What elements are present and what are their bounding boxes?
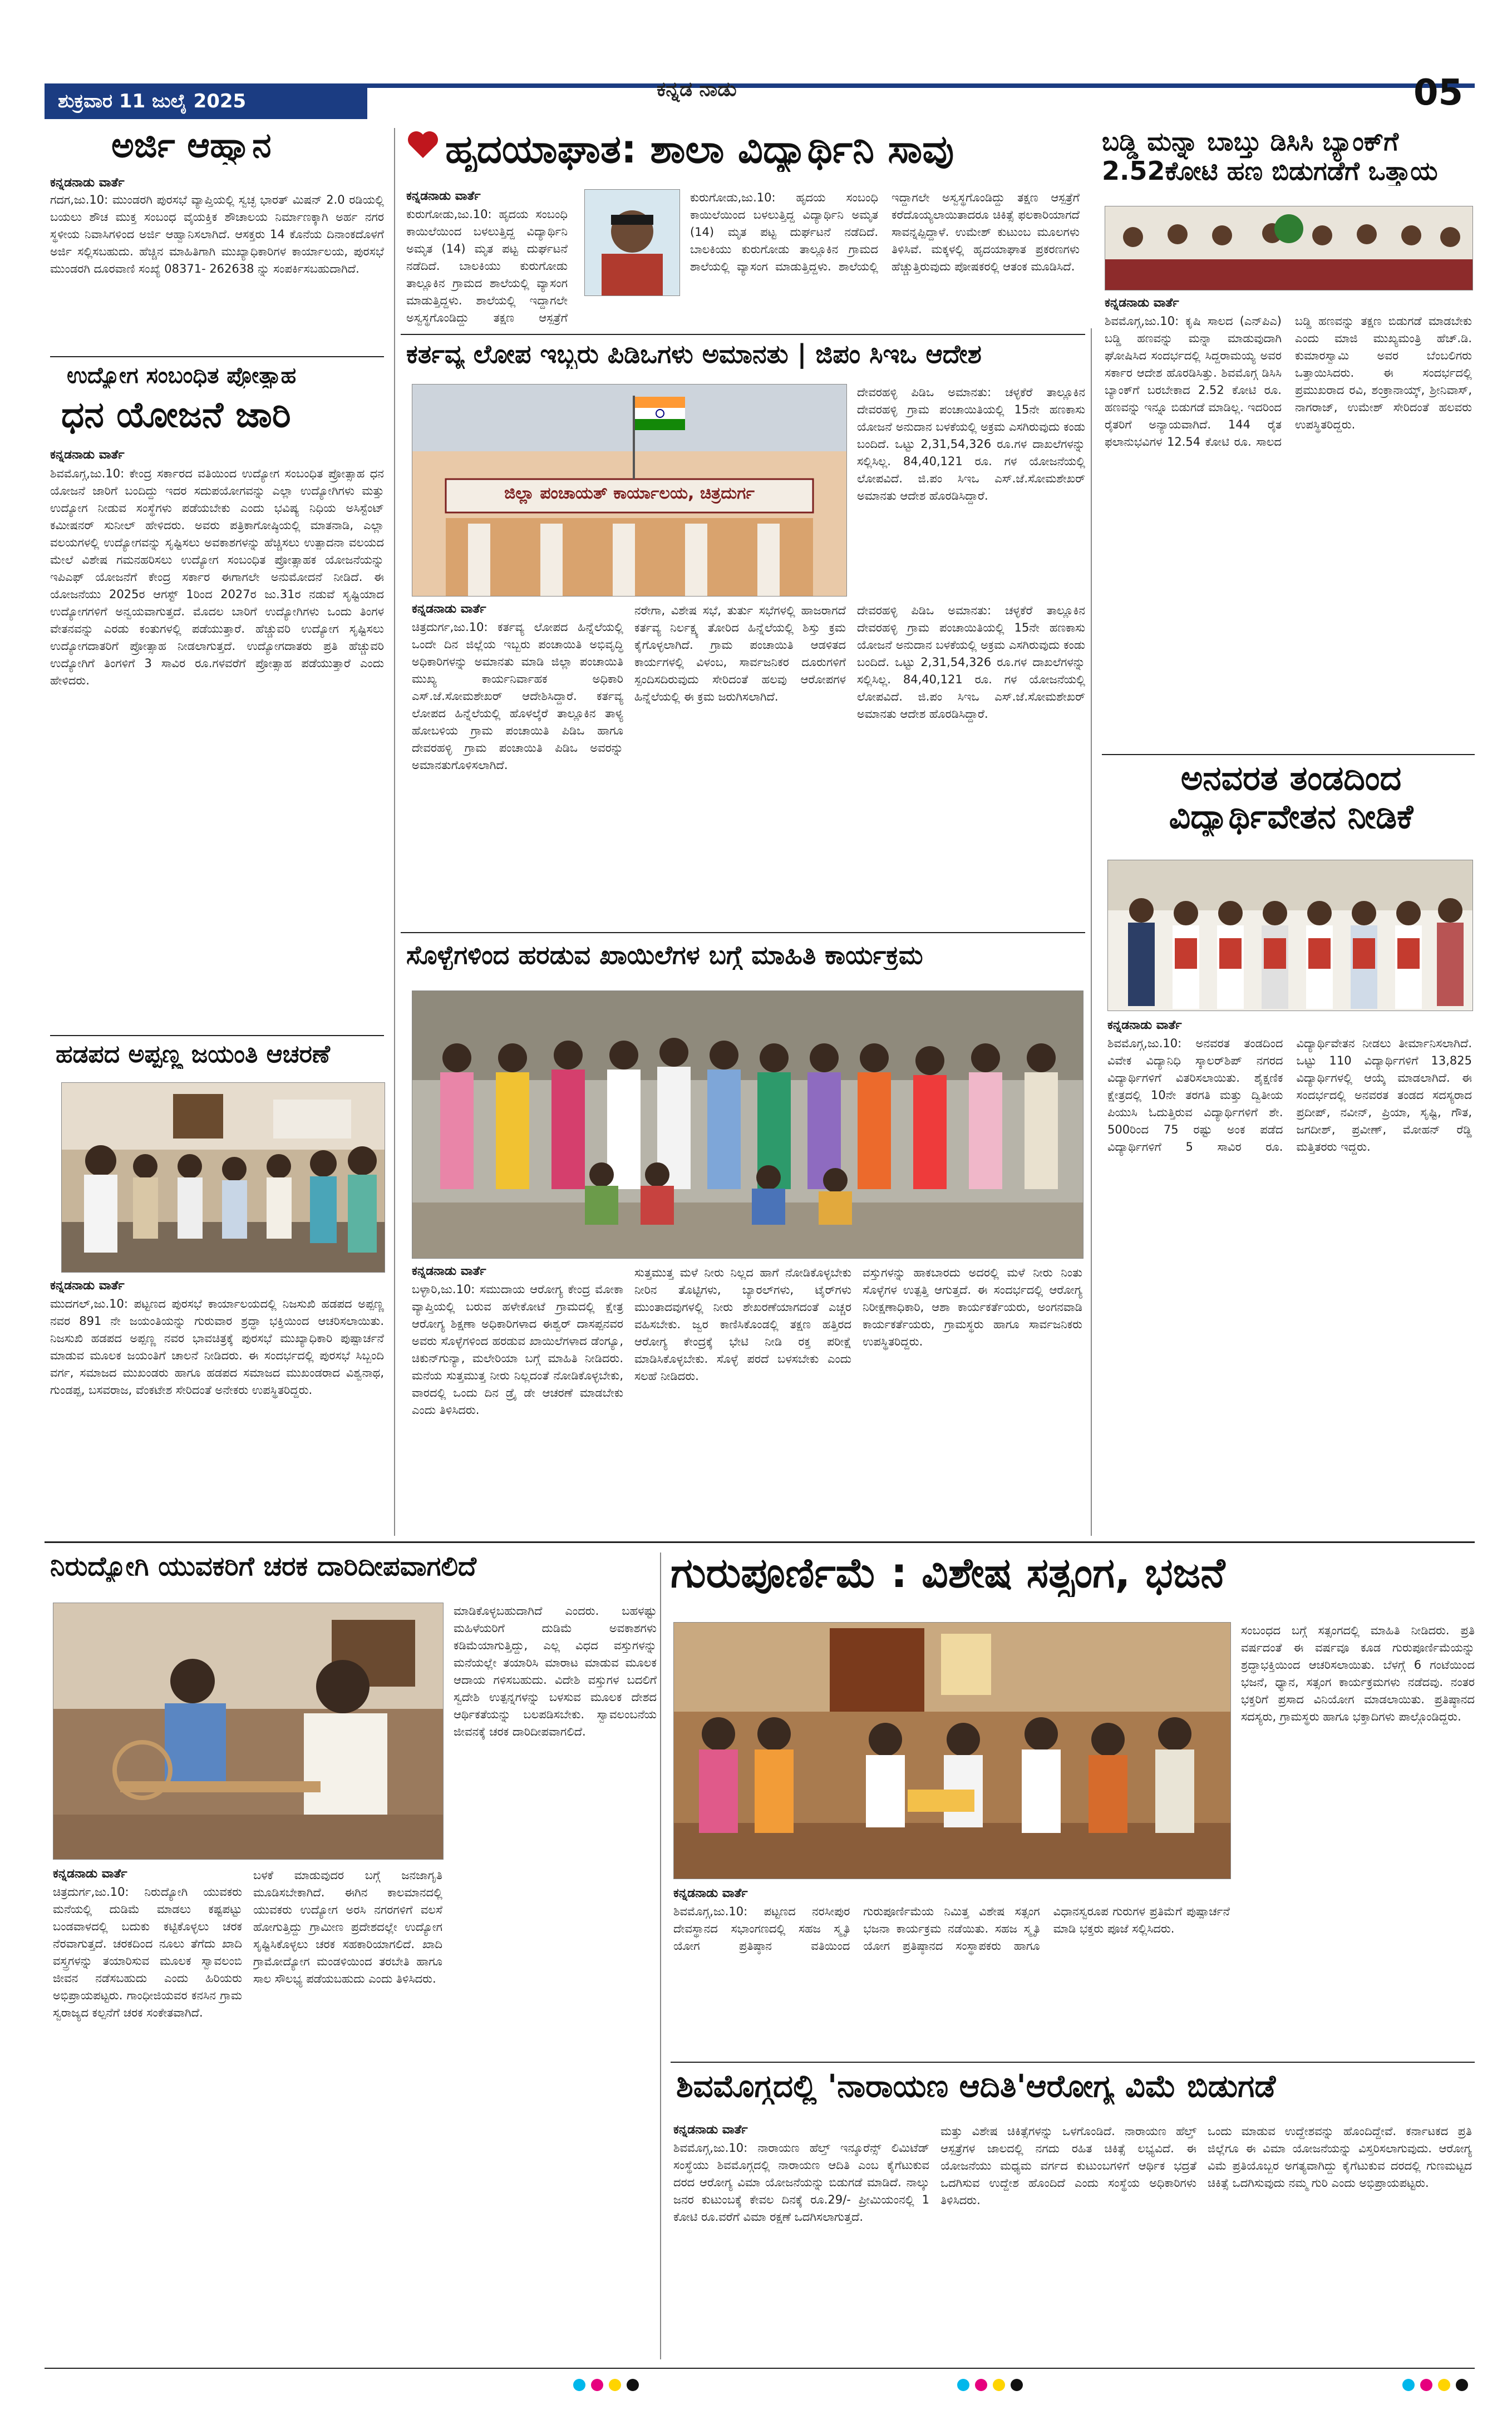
divider: [1102, 754, 1475, 755]
divider: [50, 356, 384, 357]
event-photo: [61, 1082, 385, 1273]
cyan-dot: [573, 2379, 585, 2391]
divider: [671, 2062, 1475, 2063]
article-body-3: ಬಳಕೆ ಮಾಡುವುದರ ಬಗ್ಗೆ ಜನಜಾಗೃತಿ ಮೂಡಿಸಬೇಕಾಗಿದೆ. ಈಗಿನ ಕಾಲಮಾನದಲ್ಲಿ ಯುವಕರು ಉದ್ಯೋಗ ಅರಸಿ ನಗರಗಳಿಗೆ ವಲಸೆ ಹೋಗುತ್ತಿದ್ದು ಗ್ರಾಮೀಣ ಪ್ರದೇಶದಲ್ಲೇ ಉದ್ಯೋಗ ಸೃಷ್ಟಿಸಿಕೊಳ್ಳಲು ಚರಕ ಸಹಕಾರಿಯಾಗಲಿದೆ. ಖಾದಿ ಗ್ರಾಮೋದ್ಯೋಗ ಮಂಡಳಿಯಿಂದ ತರಬೇತಿ ಹಾಗೂ ಸಾಲ ಸೌಲಭ್ಯ ಪಡೆಯಬಹುದು ಎಂದು ತಿಳಿಸಿದರು.: [253, 1869, 442, 1985]
student-photo: [584, 189, 680, 296]
article-body-3: ಒಂದು ಮಾಡುವ ಉದ್ದೇಶವನ್ನು ಹೊಂದಿದ್ದೇವೆ. ಕರ್ನಾಟಕದ ಪ್ರತಿ ಜಿಲ್ಲೆಗೂ ಈ ವಿಮಾ ಯೋಜನೆಯನ್ನು ವಿಸ್ತರಿಸಲಾಗುವುದು. ಆರೋಗ್ಯ ವಿಮೆ ಪ್ರತಿಯೊಬ್ಬರ ಅಗತ್ಯವಾಗಿದ್ದು ಕೈಗೆಟುಕುವ ದರದಲ್ಲಿ ಗುಣಮಟ್ಟದ ಚಿಕಿತ್ಸೆ ಒದಗಿಸುವುದು ನಮ್ಮ ಗುರಿ ಎಂದು ಅಭಿಪ್ರಾಯಪಟ್ಟರು.: [1208, 2125, 1472, 2190]
article-body: ಶಿವಮೊಗ್ಗ,ಜು.10: ಅನವರತ ತಂಡದಿಂದ ವಿವೇಕ ವಿದ್ಯಾನಿಧಿ ಸ್ಕಾಲರ್‌ಶಿಪ್ ನಗರದ ವಿದ್ಯಾರ್ಥಿಗಳಿಗೆ ವಿತರಿಸಲಾಯಿತು. ಶೈಕ್ಷಣಿಕ ಕ್ಷೇತ್ರದಲ್ಲಿ 10ನೇ ತರಗತಿ ಮತ್ತು ದ್ವಿತೀಯ ಪಿಯುಸಿ ಓದುತ್ತಿರುವ ವಿದ್ಯಾರ್ಥಿಗಳಿಗೆ ಶೇ. 500ರಿಂದ 75 ರಷ್ಟು ಅಂಕ ಪಡೆದ ವಿದ್ಯಾರ್ಥಿಗಳಿಗೆ 5 ಸಾವಿರ ರೂ. ವಿದ್ಯಾರ್ಥಿವೇತನ ನೀಡಲು ತೀರ್ಮಾನಿಸಲಾಗಿದೆ. ಒಟ್ಟು 110 ವಿದ್ಯಾರ್ಥಿಗಳಿಗೆ 13,825 ವಿದ್ಯಾರ್ಥಿಗಳಲ್ಲಿ ಆಯ್ಕೆ ಮಾಡಲಾಗಿದೆ. ಈ ಸಂದರ್ಭದಲ್ಲಿ ಅನವರತ ತಂಡದ ಸದಸ್ಯರಾದ ಪ್ರದೀಪ್, ನವೀನ್, ಪ್ರಿಯಾ, ಸೃಷ್ಟಿ, ಗೌತ, ಜಗದೀಶ್, ಪ್ರವೀಣ್, ಮೋಹನ್ ರೆಡ್ಡಿ ಮತ್ತಿತರರು ಇದ್ದರು.: [1107, 1037, 1472, 1154]
press-meet-photo: [1105, 206, 1473, 290]
article-body: ಶಿವಮೊಗ್ಗ,ಜು.10: ಕೇಂದ್ರ ಸರ್ಕಾರದ ವತಿಯಿಂದ ಉದ್ಯೋಗ ಸಂಬಂಧಿತ ಪ್ರೋತ್ಸಾಹ ಧನ ಯೋಜನೆ ಜಾರಿಗೆ ಬಂದಿದ್ದು ಇದರ ಸದುಪಯೋಗವನ್ನು ಎಲ್ಲಾ ಉದ್ಯೋಗಿಗಳು ಮತ್ತು ಉದ್ಯೋಗ ನೀಡುವ ಸಂಸ್ಥೆಗಳು ಪಡೆಯಬೇಕು ಎಂದು ಭವಿಷ್ಯ ನಿಧಿಯ ಅಸಿಸ್ಟೆಂಟ್ ಕಮೀಷನರ್ ಸುನೀಲ್ ಹೇಳಿದರು. ಅವರು ಪತ್ರಿಕಾಗೋಷ್ಠಿಯಲ್ಲಿ ಮಾತನಾಡಿ, ಎಲ್ಲಾ ವಲಯಗಳಲ್ಲಿ ಉದ್ಯೋಗವನ್ನು ಸೃಷ್ಟಿಸಲು ಅವಕಾಶಗಳನ್ನು ಹೆಚ್ಚಿಸಲು ಉತ್ಪಾದನಾ ವಲಯದ ಮೇಲೆ ವಿಶೇಷ ಗಮನಹರಿಸಲು ಉದ್ಯೋಗ ಸಂಬಂಧಿತ ಪ್ರೋತ್ಸಾಹಕ ಯೋಜನೆಯನ್ನು ಇಪಿಎಫ್ ಯೋಜನೆಗೆ ಕೇಂದ್ರ ಸರ್ಕಾರ ಈಗಾಗಲೇ ಅನುಮೋದನೆ ನೀಡಿದೆ. ಈ ಯೋಜನೆಯು 2025ರ ಆಗಸ್ಟ್ 1ರಿಂದ 2027ರ ಜು.31ರ ನಡುವೆ ಸೃಷ್ಟಿಯಾದ ಉದ್ಯೋಗಗಳಿಗೆ ಅನ್ವಯವಾಗುತ್ತದೆ. ಮೊದಲ ಬಾರಿಗೆ ಉದ್ಯೋಗಿಗಳು ಒಂದು ತಿಂಗಳ ವೇತನವನ್ನು ಎರಡು ಕಂತುಗಳಲ್ಲಿ ಪಡೆಯುತ್ತಾರೆ. ಹೆಚ್ಚುವರಿ ಉದ್ಯೋಗ ಸೃಷ್ಟಿಸಲು ಉದ್ಯೋಗದಾತರಿಗೆ ಪ್ರೋತ್ಸಾಹ ನೀಡಲಾಗುತ್ತದೆ. ಉದ್ಯೋಗದಾತರು ಪ್ರತಿ ಹೆಚ್ಚುವರಿ ಉದ್ಯೋಗಿಗೆ ತಿಂಗಳಿಗೆ 3 ಸಾವಿರ ರೂ.ಗಳವರೆಗೆ ಪ್ರೋತ್ಸಾಹ ಪಡೆಯುತ್ತಾರೆ ಎಂದು ಹೇಳಿದರು.: [50, 467, 384, 687]
article-body-3: ವಸ್ತುಗಳನ್ನು ಹಾಕಬಾರದು ಅದರಲ್ಲಿ ಮಳೆ ನೀರು ನಿಂತು ಸೊಳ್ಳೆಗಳ ಉತ್ಪತ್ತಿ ಆಗುತ್ತದೆ. ಈ ಸಂದರ್ಭದಲ್ಲಿ ಆರೋಗ್ಯ ನಿರೀಕ್ಷಣಾಧಿಕಾರಿ, ಆಶಾ ಕಾರ್ಯಕರ್ತೆಯರು, ಅಂಗನವಾಡಿ ಕಾರ್ಯಕರ್ತೆಯರು, ಗ್ರಾಮಸ್ಥರು ಹಾಗೂ ಸಾರ್ವಜನಿಕರು ಉಪಸ್ಥಿತರಿದ್ದರು.: [863, 1266, 1082, 1348]
headline: ಗುರುಪೂರ್ಣಿಮೆ : ವಿಶೇಷ ಸತ್ಸಂಗ, ಭಜನೆ: [671, 1550, 1225, 1597]
headline: ಧನ ಯೋಜನೆ ಜಾರಿ: [61, 395, 291, 436]
article-body-2: ಸುತ್ತಮುತ್ತ ಮಳೆ ನೀರು ನಿಲ್ಲದ ಹಾಗೆ ನೋಡಿಕೊಳ್ಳಬೇಕು ನೀರಿನ ತೊಟ್ಟಿಗಳು, ಬ್ಯಾರಲ್‌ಗಳು, ಟೈರ್‌ಗಳು ಮುಂತಾದವುಗಳಲ್ಲಿ ನೀರು ಶೇಖರಣೆಯಾಗದಂತೆ ಎಚ್ಚರ ವಹಿಸಬೇಕು. ಜ್ವರ ಕಾಣಿಸಿಕೊಂಡಲ್ಲಿ ತಕ್ಷಣ ಹತ್ತಿರದ ಆರೋಗ್ಯ ಕೇಂದ್ರಕ್ಕೆ ಭೇಟಿ ನೀಡಿ ರಕ್ತ ಪರೀಕ್ಷೆ ಮಾಡಿಸಿಕೊಳ್ಳಬೇಕು. ಸೊಳ್ಳೆ ಪರದೆ ಬಳಸಬೇಕು ಎಂದು ಸಲಹೆ ನೀಡಿದರು.: [634, 1266, 851, 1383]
byline: ಕನ್ನಡನಾಡು ವಾರ್ತೆ: [1107, 1018, 1182, 1032]
black-dot: [627, 2379, 639, 2391]
byline: ಕನ್ನಡನಾಡು ವಾರ್ತೆ: [50, 1279, 125, 1293]
yellow-dot: [609, 2379, 621, 2391]
divider: [401, 334, 1085, 335]
section-divider: [45, 1541, 1475, 1543]
article-body-2: ನರೇಗಾ, ವಿಶೇಷ ಸಭೆ, ತುರ್ತು ಸಭೆಗಳಲ್ಲಿ ಹಾಜರಾಗದೆ ಕರ್ತವ್ಯ ನಿರ್ಲಕ್ಷ್ಯ ತೋರಿದ ಹಿನ್ನೆಲೆಯಲ್ಲಿ ಶಿಸ್ತು ಕ್ರಮ ಕೈಗೊಳ್ಳಲಾಗಿದೆ. ಗ್ರಾಮ ಪಂಚಾಯಿತಿ ಆಡಳಿತದ ಕಾರ್ಯಗಳಲ್ಲಿ ವಿಳಂಬ, ಸಾರ್ವಜನಿಕರ ದೂರುಗಳಿಗೆ ಸ್ಪಂದಿಸದಿರುವುದು ಸೇರಿದಂತೆ ಹಲವು ಆರೋಪಗಳ ಹಿನ್ನೆಲೆಯಲ್ಲಿ ಈ ಕ್ರಮ ಜರುಗಿಸಲಾಗಿದೆ.: [634, 604, 846, 703]
column-divider: [1091, 328, 1092, 1536]
color-registration-marks: [573, 2379, 639, 2391]
headline: ಶಿವಮೊಗ್ಗದಲ್ಲಿ 'ನಾರಾಯಣ ಆದಿತಿ'ಆರೋಗ್ಯ ವಿಮೆ ಬಿಡುಗಡೆ: [676, 2069, 1276, 2105]
byline: ಕನ್ನಡನಾಡು ವಾರ್ತೆ: [673, 1886, 748, 1900]
article-body-2: ಮತ್ತು ವಿಶೇಷ ಚಿಕಿತ್ಸೆಗಳನ್ನು ಒಳಗೊಂಡಿದೆ. ನಾರಾಯಣ ಹೆಲ್ತ್ ಆಸ್ಪತ್ರೆಗಳ ಜಾಲದಲ್ಲಿ ನಗದು ರಹಿತ ಚಿಕಿತ್ಸೆ ಲಭ್ಯವಿದೆ. ಈ ಯೋಜನೆಯು ಮಧ್ಯಮ ವರ್ಗದ ಕುಟುಂಬಗಳಿಗೆ ಆರ್ಥಿಕ ಭದ್ರತೆ ಒದಗಿಸುವ ಉದ್ದೇಶ ಹೊಂದಿದೆ ಎಂದು ಸಂಸ್ಥೆಯ ಅಧಿಕಾರಿಗಳು ತಿಳಿಸಿದರು.: [940, 2125, 1196, 2207]
article-body-2: ಸಂಬಂಧದ ಬಗ್ಗೆ ಸತ್ಸಂಗದಲ್ಲಿ ಮಾಹಿತಿ ನೀಡಿದರು. ಪ್ರತಿ ವರ್ಷದಂತೆ ಈ ವರ್ಷವೂ ಕೂಡ ಗುರುಪೂರ್ಣಿಮೆಯನ್ನು ಶ್ರದ್ಧಾಭಕ್ತಿಯಿಂದ ಆಚರಿಸಲಾಯಿತು. ಬೆಳಗ್ಗೆ 6 ಗಂಟೆಯಿಂದ ಭಜನೆ, ಧ್ಯಾನ, ಸತ್ಸಂಗ ಕಾರ್ಯಕ್ರಮಗಳು ನಡೆದವು. ನಂತರ ಭಕ್ತರಿಗೆ ಪ್ರಸಾದ ವಿನಿಯೋಗ ಮಾಡಲಾಯಿತು. ಪ್ರತಿಷ್ಠಾನದ ಸದಸ್ಯರು, ಗ್ರಾಮಸ್ಥರು ಹಾಗೂ ಭಕ್ತಾದಿಗಳು ಪಾಲ್ಗೊಂಡಿದ್ದರು.: [1241, 1624, 1475, 1723]
headline: ಬಡ್ಡಿ ಮನ್ನಾ ಬಾಬ್ತು ಡಿಸಿಸಿ ಬ್ಯಾಂಕ್‌ಗೆ 2.52ಕೋಟಿ ಹಣ ಬಿಡುಗಡೆಗೆ ಒತ್ತಾಯ: [1102, 127, 1438, 186]
scholarship-photo: [1107, 860, 1473, 1011]
cyan-dot: [957, 2379, 969, 2391]
article-body: ಕುರುಗೋಡು,ಜು.10: ಹೃದಯ ಸಂಬಂಧಿ ಕಾಯಿಲೆಯಿಂದ ಬಳಲುತ್ತಿದ್ದ ವಿದ್ಯಾರ್ಥಿನಿ ಅಮೃತ (14) ಮೃತ ಪಟ್ಟ ದುರ್ಘಟನೆ ನಡೆದಿದೆ. ಬಾಲಕಿಯು ಕುರುಗೋಡು ತಾಲ್ಲೂಕಿನ ಗ್ರಾಮದ ಶಾಲೆಯಲ್ಲಿ ವ್ಯಾಸಂಗ ಮಾಡುತ್ತಿದ್ದಳು. ಶಾಲೆಯಲ್ಲಿ ಇದ್ದಾಗಲೇ ಅಸ್ವಸ್ಥಗೊಂಡಿದ್ದು ತಕ್ಷಣ ಆಸ್ಪತ್ರೆಗೆ: [406, 208, 568, 324]
column-divider: [394, 128, 395, 1536]
article-body-1: ಚಿತ್ರದುರ್ಗ,ಜು.10: ಕರ್ತವ್ಯ ಲೋಪದ ಹಿನ್ನೆಲೆಯಲ್ಲಿ ಒಂದೇ ದಿನ ಜಿಲ್ಲೆಯ ಇಬ್ಬರು ಪಂಚಾಯಿತಿ ಅಭಿವೃದ್ಧಿ ಅಧಿಕಾರಿಗಳನ್ನು ಅಮಾನತು ಮಾಡಿ ಜಿಲ್ಲಾ ಪಂಚಾಯಿತಿ ಮುಖ್ಯ ಕಾರ್ಯನಿರ್ವಾಹಕ ಅಧಿಕಾರಿ ಎಸ್.ಜೆ.ಸೋಮಶೇಖರ್ ಆದೇಶಿಸಿದ್ದಾರೆ. ಕರ್ತವ್ಯ ಲೋಪದ ಹಿನ್ನೆಲೆಯಲ್ಲಿ ಹೊಳಲ್ಕೆರೆ ತಾಲ್ಲೂಕಿನ ತಾಳ್ಯ ಹೋಬಳಿಯ ಗ್ರಾಮ ಪಂಚಾಯಿತಿ ಪಿಡಿಒ ಹಾಗೂ ದೇವರಹಳ್ಳಿ ಗ್ರಾಮ ಪಂಚಾಯಿತಿ ಪಿಡಿಒ ಅವರನ್ನು ಅಮಾನತುಗೊಳಿಸಲಾಗಿದೆ.: [412, 620, 623, 772]
article-body-1: ಚಿತ್ರದುರ್ಗ,ಜು.10: ನಿರುದ್ಯೋಗಿ ಯುವಕರು ಮನೆಯಲ್ಲಿ ದುಡಿಮೆ ಮಾಡಲು ಕಷ್ಟಪಟ್ಟು ಬಂಡವಾಳದಲ್ಲಿ ಬದುಕು ಕಟ್ಟಿಕೊಳ್ಳಲು ಚರಕ ನೆರವಾಗುತ್ತದೆ. ಚರಕದಿಂದ ನೂಲು ತೆಗೆದು ಖಾದಿ ವಸ್ತ್ರಗಳನ್ನು ತಯಾರಿಸುವ ಮೂಲಕ ಸ್ವಾವಲಂಬಿ ಜೀವನ ನಡೆಸಬಹುದು ಎಂದು ಹಿರಿಯರು ಅಭಿಪ್ರಾಯಪಟ್ಟರು. ಗಾಂಧೀಜಿಯವರ ಕನಸಿನ ಗ್ರಾಮ ಸ್ವರಾಜ್ಯದ ಕಲ್ಪನೆಗೆ ಚರಕ ಸಂಕೇತವಾಗಿದೆ.: [53, 1885, 242, 2019]
black-dot: [1011, 2379, 1023, 2391]
article-body-3-continued: ದೇವರಹಳ್ಳಿ ಪಿಡಿಒ ಅಮಾನತು: ಚಳ್ಳಕೆರೆ ತಾಲ್ಲೂಕಿನ ದೇವರಹಳ್ಳಿ ಗ್ರಾಮ ಪಂಚಾಯಿತಿಯಲ್ಲಿ 15ನೇ ಹಣಕಾಸು ಯೋಜನೆ ಅನುದಾನ ಬಳಕೆಯಲ್ಲಿ ಅಕ್ರಮ ಎಸಗಿರುವುದು ಕಂಡು ಬಂದಿದೆ. ಒಟ್ಟು 2,31,54,326 ರೂ.ಗಳ ದಾಖಲೆಗಳನ್ನು ಸಲ್ಲಿಸಿಲ್ಲ. 84,40,121 ರೂ. ಗಳ ಯೋಜನೆಯಲ್ಲಿ ಲೋಪವಿದೆ. ಜಿ.ಪಂ ಸಿಇಒ ಎಸ್.ಜೆ.ಸೋಮಶೇಖರ್ ಅಮಾನತು ಆದೇಶ ಹೊರಡಿಸಿದ್ದಾರೆ.: [857, 604, 1085, 721]
article-body-2: ಮಾಡಿಕೊಳ್ಳಬಹುದಾಗಿದೆ ಎಂದರು. ಬಹಳಷ್ಟು ಮಹಿಳೆಯರಿಗೆ ದುಡಿಮೆ ಅವಕಾಶಗಳು ಕಡಿಮೆಯಾಗುತ್ತಿದ್ದು, ಎಲ್ಲ ವಿಧದ ವಸ್ತುಗಳನ್ನು ಮನೆಯಲ್ಲೇ ತಯಾರಿಸಿ ಮಾರಾಟ ಮಾಡುವ ಮೂಲಕ ಆದಾಯ ಗಳಿಸಬಹುದು. ವಿದೇಶಿ ವಸ್ತುಗಳ ಬದಲಿಗೆ ಸ್ವದೇಶಿ ಉತ್ಪನ್ನಗಳನ್ನು ಬಳಸುವ ಮೂಲಕ ದೇಶದ ಆರ್ಥಿಕತೆಯನ್ನು ಬಲಪಡಿಸಬೇಕು. ಸ್ವಾವಲಂಬನೆಯ ಜೀವನಕ್ಕೆ ಚರಕ ದಾರಿದೀಪವಾಗಲಿದೆ.: [454, 1604, 657, 1738]
byline: ಕನ್ನಡನಾಡು ವಾರ್ತೆ: [1105, 296, 1179, 310]
footer-rule: [45, 2368, 1475, 2369]
byline: ಕನ್ನಡನಾಡು ವಾರ್ತೆ: [50, 176, 125, 190]
headline: ಕರ್ತವ್ಯ ಲೋಪ ಇಬ್ಬರು ಪಿಡಿಒಗಳು ಅಮಾನತು | ಜಿಪಂ ಸಿಇಒ ಆದೇಶ: [406, 339, 982, 369]
headline: ಅರ್ಜಿ ಆಹ್ವಾನ: [111, 125, 272, 165]
article-body-1: ಶಿವಮೊಗ್ಗ,ಜು.10: ನಾರಾಯಣ ಹೆಲ್ತ್ ಇನ್ಶೂರೆನ್ಸ್ ಲಿಮಿಟೆಡ್ ಸಂಸ್ಥೆಯು ಶಿವಮೊಗ್ಗದಲ್ಲಿ ನಾರಾಯಣ ಆದಿತಿ ಎಂಬ ಕೈಗೆಟುಕುವ ದರದ ಆರೋಗ್ಯ ವಿಮಾ ಯೋಜನೆಯನ್ನು ಬಿಡುಗಡೆ ಮಾಡಿದೆ. ನಾಲ್ಕು ಜನರ ಕುಟುಂಬಕ್ಕೆ ಕೇವಲ ದಿನಕ್ಕೆ ರೂ.29/- ಪ್ರೀಮಿಯಂನಲ್ಲಿ 1 ಕೋಟಿ ರೂ.ವರೆಗೆ ವಿಮಾ ರಕ್ಷಣೆ ಒದಗಿಸಲಾಗುತ್ತದೆ.: [673, 2141, 929, 2224]
charaka-photo: [53, 1603, 444, 1860]
magenta-dot: [1420, 2379, 1432, 2391]
magenta-dot: [591, 2379, 603, 2391]
article-body: ಶಿವಮೊಗ್ಗ,ಜು.10: ಕೃಷಿ ಸಾಲದ (ಎನ್‌ಪಿಎ) ಬಡ್ಡಿ ಹಣವನ್ನು ಮನ್ನಾ ಮಾಡುವುದಾಗಿ ಘೋಷಿಸಿದ ಸಂದರ್ಭದಲ್ಲಿ ಸಿದ್ದರಾಮಯ್ಯ ಅವರ ಸರ್ಕಾರ ಆದೇಶ ಹೊರಡಿಸಿತ್ತು. ಶಿವಮೊಗ್ಗ ಡಿಸಿಸಿ ಬ್ಯಾಂಕ್‌ಗೆ ಬರಬೇಕಾದ 2.52 ಕೋಟಿ ರೂ. ಹಣವನ್ನು ಇನ್ನೂ ಬಿಡುಗಡೆ ಮಾಡಿಲ್ಲ. ಇದರಿಂದ ರೈತರಿಗೆ ಅನ್ಯಾಯವಾಗಿದೆ. 144 ರೈತ ಫಲಾನುಭವಿಗಳ 12.54 ಕೋಟಿ ರೂ. ಸಾಲದ ಬಡ್ಡಿ ಹಣವನ್ನು ತಕ್ಷಣ ಬಿಡುಗಡೆ ಮಾಡಬೇಕು ಎಂದು ಮಾಜಿ ಮುಖ್ಯಮಂತ್ರಿ ಹೆಚ್.ಡಿ. ಕುಮಾರಸ್ವಾಮಿ ಅವರ ಬೆಂಬಲಿಗರು ಒತ್ತಾಯಿಸಿದರು. ಈ ಸಂದರ್ಭದಲ್ಲಿ ಪ್ರಮುಖರಾದ ರವಿ, ಶಂಕ್ರಾನಾಯ್ಕ್, ಶ್ರೀನಿವಾಸ್, ನಾಗರಾಜ್, ಉಮೇಶ್ ಸೇರಿದಂತೆ ಹಲವರು ಉಪಸ್ಥಿತರಿದ್ದರು.: [1105, 314, 1472, 449]
byline: ಕನ್ನಡನಾಡು ವಾರ್ತೆ: [412, 1264, 486, 1278]
yellow-dot: [993, 2379, 1005, 2391]
headline: ಅನವರತ ತಂಡದಿಂದ ವಿದ್ಯಾರ್ಥಿವೇತನ ನೀಡಿಕೆ: [1169, 760, 1414, 836]
article-body-3: ದೇವರಹಳ್ಳಿ ಪಿಡಿಒ ಅಮಾನತು: ಚಳ್ಳಕೆರೆ ತಾಲ್ಲೂಕಿನ ದೇವರಹಳ್ಳಿ ಗ್ರಾಮ ಪಂಚಾಯಿತಿಯಲ್ಲಿ 15ನೇ ಹಣಕಾಸು ಯೋಜನೆ ಅನುದಾನ ಬಳಕೆಯಲ್ಲಿ ಅಕ್ರಮ ಎಸಗಿರುವುದು ಕಂಡು ಬಂದಿದೆ. ಒಟ್ಟು 2,31,54,326 ರೂ.ಗಳ ದಾಖಲೆಗಳನ್ನು ಸಲ್ಲಿಸಿಲ್ಲ. 84,40,121 ರೂ. ಗಳ ಯೋಜನೆಯಲ್ಲಿ ಲೋಪವಿದೆ. ಜಿ.ಪಂ ಸಿಇಒ ಎಸ್.ಜೆ.ಸೋಮಶೇಖರ್ ಅಮಾನತು ಆದೇಶ ಹೊರಡಿಸಿದ್ದಾರೆ.: [857, 386, 1085, 502]
color-registration-marks: [1402, 2379, 1468, 2391]
byline: ಕನ್ನಡನಾಡು ವಾರ್ತೆ: [412, 602, 486, 616]
byline: ಕನ್ನಡನಾಡು ವಾರ್ತೆ: [673, 2123, 748, 2137]
byline: ಕನ್ನಡನಾಡು ವಾರ್ತೆ: [53, 1867, 127, 1881]
headline: ನಿರುದ್ಯೋಗಿ ಯುವಕರಿಗೆ ಚರಕ ದಾರಿದೀಪವಾಗಲಿದೆ: [50, 1551, 476, 1582]
zp-office-photo: [412, 384, 847, 597]
headline: ಹೃದಯಾಘಾತ: ಶಾಲಾ ವಿದ್ಯಾರ್ಥಿನಿ ಸಾವು: [445, 127, 954, 172]
article-body-1: ಶಿವಮೊಗ್ಗ,ಜು.10: ಪಟ್ಟಣದ ನರಸೀಪುರ ದೇವಸ್ಥಾನದ ಸಭಾಂಗಣದಲ್ಲಿ ಸಹಜ ಸ್ಮೃತಿ ಯೋಗ ಪ್ರತಿಷ್ಠಾನ ವತಿಯಿಂದ ಗುರುಪೂರ್ಣಿಮೆಯ ನಿಮಿತ್ತ ವಿಶೇಷ ಸತ್ಸಂಗ ಭಜನಾ ಕಾರ್ಯಕ್ರಮ ನಡೆಯಿತು. ಸಹಜ ಸ್ಮೃತಿ ಯೋಗ ಪ್ರತಿಷ್ಠಾನದ ಸಂಸ್ಥಾಪಕರು ಹಾಗೂ ವಿಧಾನಸ್ವರೂಪ ಗುರುಗಳ ಪ್ರತಿಮೆಗೆ ಪುಷ್ಪಾರ್ಚನೆ ಮಾಡಿ ಭಕ್ತರು ಪೂಜೆ ಸಲ್ಲಿಸಿದರು.: [673, 1905, 1230, 1953]
byline: ಕನ್ನಡನಾಡು ವಾರ್ತೆ: [406, 189, 481, 203]
magenta-dot: [975, 2379, 987, 2391]
headline: ಸೊಳ್ಳೆಗಳಿಂದ ಹರಡುವ ಖಾಯಿಲೆಗಳ ಬಗ್ಗೆ ಮಾಹಿತಿ ಕಾರ್ಯಕ್ರಮ: [406, 940, 923, 970]
article-body: ಮುದಗಲ್,ಜು.10: ಪಟ್ಟಣದ ಪುರಸಭೆ ಕಾರ್ಯಾಲಯದಲ್ಲಿ ನಿಜಸುಖಿ ಹಡಪದ ಅಪ್ಪಣ್ಣ ನವರ 891 ನೇ ಜಯಂತಿಯನ್ನು ಗುರುವಾರ ಶ್ರದ್ಧಾ ಭಕ್ತಿಯಿಂದ ಆಚರಿಸಲಾಯಿತು. ನಿಜಸುಖಿ ಹಡಪದ ಅಪ್ಪಣ್ಣ ನವರ ಭಾವಚಿತ್ರಕ್ಕೆ ಪುರಸಭೆ ಮುಖ್ಯಾಧಿಕಾರಿ ಪುಷ್ಪಾರ್ಚನೆ ಮಾಡುವ ಮೂಲಕ ಜಯಂತಿಗೆ ಚಾಲನೆ ನೀಡಿದರು. ಈ ಸಂದರ್ಭದಲ್ಲಿ ಪುರಸಭೆ ಸಿಬ್ಬಂದಿ ವರ್ಗ, ಸಮಾಜದ ಮುಖಂಡರು ಹಾಗೂ ಹಡಪದ ಸಮಾಜದ ಮುಖಂಡರಾದ ವಿಶ್ವನಾಥ, ಗುಂಡಪ್ಪ, ಬಸವರಾಜ, ವೆಂಕಟೇಶ ಸೇರಿದಂತೆ ಅನೇಕರು ಉಪಸ್ಥಿತರಿದ್ದರು.: [50, 1297, 384, 1397]
building-sign: ಜಿಲ್ಲಾ ಪಂಚಾಯತ್ ಕಾರ್ಯಾಲಯ, ಚಿತ್ರದುರ್ಗ: [504, 484, 755, 503]
awareness-photo: [412, 990, 1083, 1259]
article-body-continued: ಕುರುಗೋಡು,ಜು.10: ಹೃದಯ ಸಂಬಂಧಿ ಕಾಯಿಲೆಯಿಂದ ಬಳಲುತ್ತಿದ್ದ ವಿದ್ಯಾರ್ಥಿನಿ ಅಮೃತ (14) ಮೃತ ಪಟ್ಟ ದುರ್ಘಟನೆ ನಡೆದಿದೆ. ಬಾಲಕಿಯು ಕುರುಗೋಡು ತಾಲ್ಲೂಕಿನ ಗ್ರಾಮದ ಶಾಲೆಯಲ್ಲಿ ವ್ಯಾಸಂಗ ಮಾಡುತ್ತಿದ್ದಳು. ಶಾಲೆಯಲ್ಲಿ ಇದ್ದಾಗಲೇ ಅಸ್ವಸ್ಥಗೊಂಡಿದ್ದು ತಕ್ಷಣ ಆಸ್ಪತ್ರೆಗೆ ಕರೆದೊಯ್ಯಲಾಯಿತಾದರೂ ಚಿಕಿತ್ಸೆ ಫಲಕಾರಿಯಾಗದೆ ಸಾವನ್ನಪ್ಪಿದ್ದಾಳೆ. ಉಮೇಶ್ ಕುಟುಂಬ ಮೂಲಗಳು ತಿಳಿಸಿವೆ. ಮಕ್ಕಳಲ್ಲಿ ಹೃದಯಾಘಾತ ಪ್ರಕರಣಗಳು ಹೆಚ್ಚುತ್ತಿರುವುದು ಪೋಷಕರಲ್ಲಿ ಆತಂಕ ಮೂಡಿಸಿದೆ.: [690, 191, 1080, 273]
page-number: 05: [1414, 72, 1464, 114]
kicker: ಉದ್ಯೋಗ ಸಂಬಂಧಿತ ಪ್ರೋತ್ಸಾಹ: [67, 363, 297, 388]
issue-date: ಶುಕ್ರವಾರ 11 ಜುಲೈ 2025: [45, 83, 367, 119]
color-registration-marks: [957, 2379, 1023, 2391]
black-dot: [1456, 2379, 1468, 2391]
column-divider: [660, 1553, 661, 2359]
satsang-photo: [673, 1622, 1231, 1879]
byline: ಕನ್ನಡನಾಡು ವಾರ್ತೆ: [50, 448, 125, 462]
article-body-1: ಬಳ್ಳಾರಿ,ಜು.10: ಸಮುದಾಯ ಆರೋಗ್ಯ ಕೇಂದ್ರ ಮೋಕಾ ವ್ಯಾಪ್ತಿಯಲ್ಲಿ ಬರುವ ಹಳೇಕೋಟೆ ಗ್ರಾಮದಲ್ಲಿ ಕ್ಷೇತ್ರ ಆರೋಗ್ಯ ಶಿಕ್ಷಣಾ ಅಧಿಕಾರಿಗಳಾದ ಈಶ್ವರ್ ದಾಸಪ್ಪನವರ ಅವರು ಸೊಳ್ಳೆಗಳಿಂದ ಹರಡುವ ಖಾಯಿಲೆಗಳಾದ ಡೆಂಗ್ಯೂ, ಚಿಕುನ್‌ಗುನ್ಯಾ, ಮಲೇರಿಯಾ ಬಗ್ಗೆ ಮಾಹಿತಿ ನೀಡಿದರು. ಮನೆಯ ಸುತ್ತಮುತ್ತ ನೀರು ನಿಲ್ಲದಂತೆ ನೋಡಿಕೊಳ್ಳಬೇಕು, ವಾರದಲ್ಲಿ ಒಂದು ದಿನ ಡ್ರೈ ಡೇ ಆಚರಣೆ ಮಾಡಬೇಕು ಎಂದು ತಿಳಿಸಿದರು.: [412, 1283, 623, 1417]
divider: [401, 932, 1085, 933]
cyan-dot: [1402, 2379, 1415, 2391]
yellow-dot: [1438, 2379, 1450, 2391]
article-body: ಗದಗ,ಜು.10: ಮುಂಡರಗಿ ಪುರಸಭೆ ವ್ಯಾಪ್ತಿಯಲ್ಲಿ ಸ್ವಚ್ಛ ಭಾರತ್ ಮಿಷನ್ 2.0 ರಡಿಯಲ್ಲಿ ಬಯಲು ಶೌಚ ಮುಕ್ತ ಸಂಬಂಧ ವೈಯಕ್ತಿಕ ಶೌಚಾಲಯ ನಿರ್ಮಾಣಕ್ಕಾಗಿ ಅರ್ಹ ನಗರ ಸ್ಥಳೀಯ ನಿವಾಸಿಗಳಿಂದ ಅರ್ಜಿ ಆಹ್ವಾನಿಸಲಾಗಿದೆ. ಆಸಕ್ತರು 14 ಕೊನೆಯ ದಿನಾಂಕದೊಳಗೆ ಅರ್ಜಿ ಸಲ್ಲಿಸಬಹುದು. ಹೆಚ್ಚಿನ ಮಾಹಿತಿಗಾಗಿ ಮುಖ್ಯಾಧಿಕಾರಿಗಳ ಕಾರ್ಯಾಲಯ, ಪುರಸಭೆ ಮುಂಡರಗಿ ದೂರವಾಣಿ ಸಂಖ್ಯೆ 08371- 262638 ನ್ನು ಸಂಪರ್ಕಿಸಬಹುದಾಗಿದೆ.: [50, 193, 384, 275]
headline: ಹಡಪದ ಅಪ್ಪಣ್ಣ ಜಯಂತಿ ಆಚರಣೆ: [56, 1041, 330, 1068]
heart-icon: [406, 128, 440, 161]
divider: [50, 1035, 384, 1036]
header-rule: [45, 83, 1475, 88]
masthead: ಕನ್ನಡ ನಾಡು: [657, 78, 737, 101]
